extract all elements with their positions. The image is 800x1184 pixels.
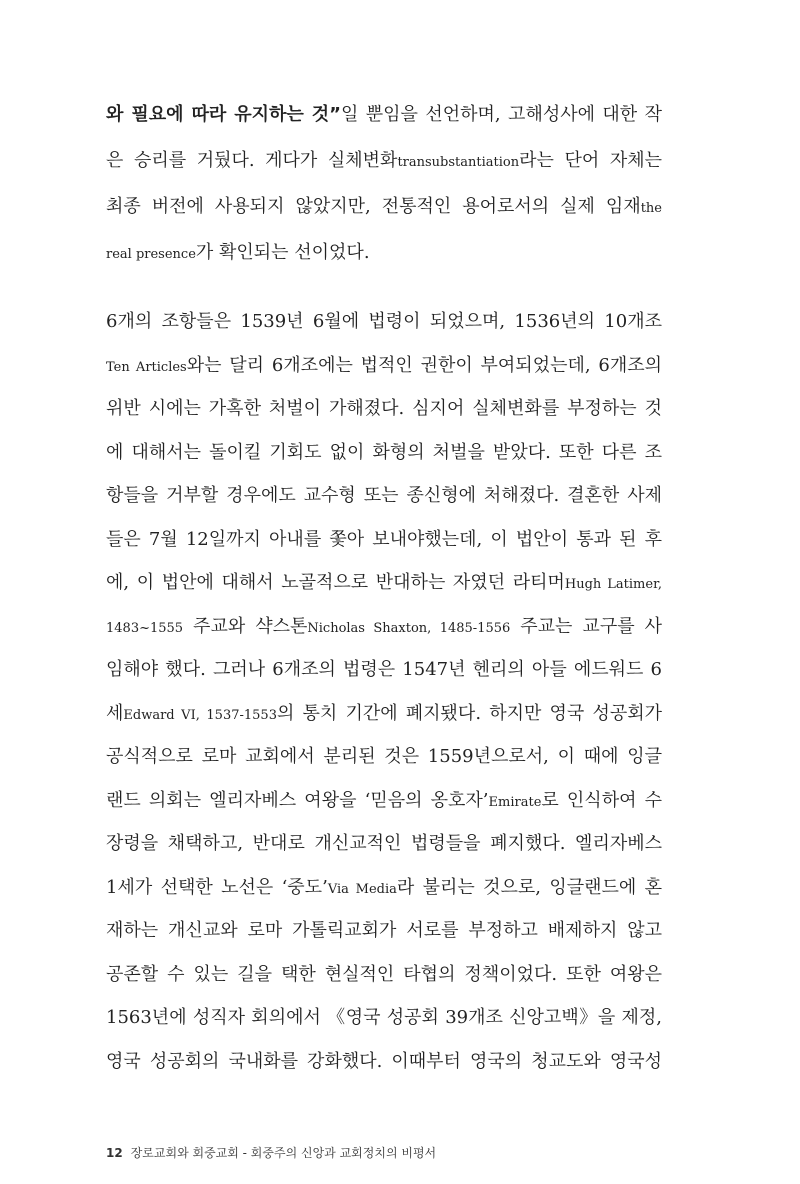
line-text: 위반 시에는 가혹한 처벌이 가해졌다. 심지어 실체변화를 부정하는 것 (106, 398, 662, 419)
text-line (106, 1040, 662, 1084)
line-text: 공존할 수 있는 길을 택한 현실적인 타협의 정책이었다. 또한 여왕은 (106, 963, 662, 985)
line-text: 1563년에 성직자 회의에서 《영국 성공회 39개조 신앙고백》을 제정, (106, 1007, 662, 1028)
line-text: 은 승리를 거뒀다. 게다가 실체변화 (106, 150, 398, 171)
text-line (106, 561, 662, 605)
line-text: 에 대해서는 돌이킬 기회도 없이 화형의 처벌을 받았다. 또한 다른 조 (106, 441, 662, 463)
line-text: 장령을 채택하고, 반대로 개신교적인 법령들을 폐지했다. 엘리자베스 (106, 833, 662, 854)
text-line (106, 953, 662, 997)
latin-term: the (640, 201, 662, 216)
line-text: 주교와 샥스톤 (183, 615, 308, 637)
text-line (106, 92, 662, 138)
line-text: 최종 버전에 사용되지 않았지만, 전통적인 용어로서의 실제 임재 (106, 196, 641, 217)
line-text: 의 통치 기간에 폐지됐다. 하지만 영국 성공회가 (276, 702, 662, 724)
paragraph-2 (106, 300, 662, 1083)
text-line (106, 866, 662, 910)
text-line (106, 138, 662, 184)
text-line (106, 648, 662, 692)
line-text: 항들을 거부할 경우에도 교수형 또는 종신형에 처해졌다. 결혼한 사제 (106, 485, 662, 506)
text-line (106, 996, 662, 1040)
line-text: 세 (106, 702, 124, 724)
text-line (106, 605, 662, 649)
line-text: 가 확인되는 선이었다. (195, 242, 370, 263)
line-text: 에, 이 법안에 대해서 노골적으로 반대하는 자였던 라티머 (106, 572, 565, 593)
latin-term: Ten Articles (106, 359, 187, 375)
text-line (106, 779, 662, 823)
line-text: 들은 7월 12일까지 아내를 쫓아 보내야했는데, 이 법안이 통과 된 후 (106, 528, 662, 550)
running-title: 장로교회와 회중교회 - 회중주의 신앙과 교회정치의 비평서 (130, 1146, 437, 1160)
text-line (106, 822, 662, 866)
latin-term: Emirate (488, 794, 542, 810)
latin-term: transubstantiation (397, 155, 520, 170)
text-line (106, 300, 662, 344)
page-number: 12 (106, 1146, 123, 1160)
line-text: 임해야 했다. 그러나 6개조의 법령은 1547년 헨리의 아들 에드워드 6 (106, 659, 662, 680)
latin-term: Edward VI, 1537-1553 (123, 707, 277, 723)
bold-phrase: 와 필요에 따라 유지하는 것” (106, 104, 341, 125)
latin-term: 1483~1555 (106, 620, 184, 636)
line-text: 일 뿐임을 선언하며, 고해성사에 대한 작 (340, 104, 662, 125)
paragraph-1 (106, 92, 662, 276)
latin-term: real presence (106, 247, 196, 262)
line-text: 와는 달리 6개조에는 법적인 권한이 부여되었는데, 6개조의 (186, 354, 662, 376)
text-line (106, 474, 662, 518)
latin-term: Nicholas Shaxton, 1485-1556 (307, 620, 511, 636)
page-footer (106, 1144, 436, 1161)
text-line (106, 735, 662, 779)
latin-term: Via Media (327, 881, 397, 897)
line-text: 랜드 의회는 엘리자베스 여왕을 ‘믿음의 옹호자’ (106, 789, 489, 811)
line-text: 라 불리는 것으로, 잉글랜드에 혼 (396, 876, 662, 898)
text-line (106, 387, 662, 431)
text-line (106, 344, 662, 388)
latin-term: Hugh Latimer, (564, 577, 662, 592)
text-line (106, 230, 662, 276)
line-text: 라는 단어 자체는 (519, 150, 662, 171)
line-text: 로 인식하여 수 (541, 789, 662, 811)
text-line (106, 431, 662, 475)
line-text: 6개의 조항들은 1539년 6월에 법령이 되었으며, 1536년의 10개조 (106, 311, 662, 332)
line-text: 공식적으로 로마 교회에서 분리된 것은 1559년으로서, 이 때에 잉글 (106, 746, 662, 767)
line-text: 주교는 교구를 사 (510, 615, 662, 637)
line-text: 1세가 선택한 노선은 ‘중도’ (106, 876, 328, 898)
text-line (106, 184, 662, 230)
line-text: 영국 성공회의 국내화를 강화했다. 이때부터 영국의 청교도와 영국성 (106, 1050, 662, 1072)
line-text: 재하는 개신교와 로마 가톨릭교회가 서로를 부정하고 배제하지 않고 (106, 920, 662, 941)
text-line (106, 909, 662, 953)
text-line (106, 518, 662, 562)
text-line (106, 692, 662, 736)
